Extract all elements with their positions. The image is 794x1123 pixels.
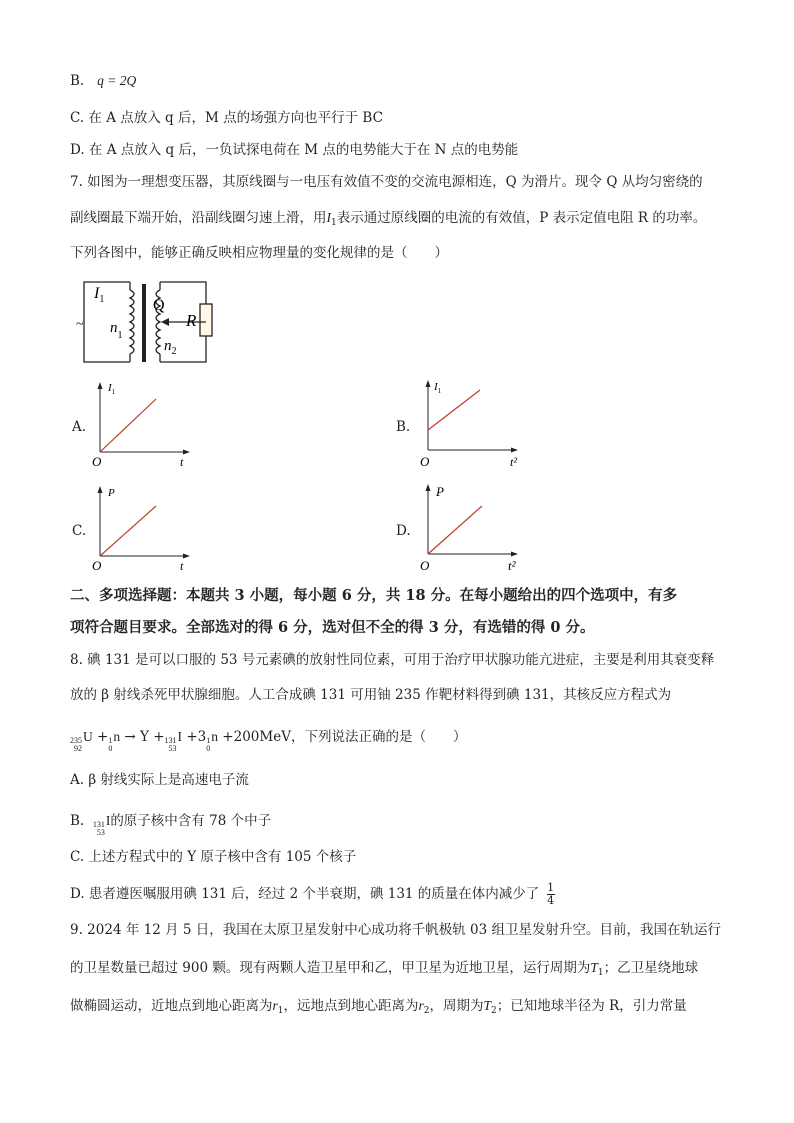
circuit-label-I1: $I_1$ [94,285,105,305]
nuclide-iodine-b: 131 53 I [92,813,111,837]
nuclide-neutron-product: 1 0 n [206,729,218,753]
option-8a: A. β 射线实际上是高速电子流 [70,772,249,788]
graph-d-origin: O [420,558,430,573]
section2-heading-line2: 项符合题目要求。全部选对的得 6 分，选对但不全的得 3 分，有选错的得 0 分。 [70,619,595,636]
graph-a-xlabel: t [180,455,184,469]
graph-b-origin: O [420,454,430,469]
graph-d-ylabel: P [436,484,444,499]
graph-d-line [428,506,482,554]
option-6d: D. 在 A 点放入 q 后，一负试探电荷在 M 点的电势能大于在 N 点的电势能 [70,142,519,158]
transformer-circuit-diagram [70,270,230,370]
q9-line1: 9. 2024 年 12 月 5 日，我国在太原卫星发射中心成功将千帆极轨 03 组卫星发射升空。目前，我国在轨运行 [70,922,722,938]
graph-c-xlabel: t [180,559,184,573]
graph-a [90,380,200,470]
graph-option-c-label: C. [72,523,87,539]
ac-source-symbol: ~ [76,317,84,332]
graph-d-xlabel: t² [508,558,516,573]
circuit-label-n2: $n_2$ [164,338,177,357]
q9-line2: 的卫星数量已超过 900 颗。现有两颗人造卫星甲和乙，甲卫星为近地卫星，运行周期为$T_1$；乙卫星绕地球 [70,960,699,978]
resistor-symbol [200,304,212,336]
graph-b-xlabel: t² [510,455,517,469]
option-8b: B. 131 53 I的原子核中含有 78 个中子 [70,813,272,837]
q9-line3: 做椭圆运动，近地点到地心距离为$r_1$，远地点到地心距离为$r_2$，周期为$T_2$；已知地球半径为 R，引力常量 [70,998,687,1016]
graph-a-line [100,399,156,452]
graph-a-ylabel: $I_1$ [108,382,116,396]
graph-option-d-label: D. [396,523,411,539]
option-6b: B. q = 2Q [70,73,137,89]
q8-line1: 8. 碘 131 是可以口服的 53 号元素碘的放射性同位素，可用于治疗甲状腺功能亢进症，主要是利用其衰变释 [70,652,715,668]
graph-b [418,378,528,470]
nuclide-iodine: 131 53 I [164,729,183,753]
option-8c: C. 上述方程式中的 Y 原子核中含有 105 个核子 [70,849,357,865]
graph-c [90,484,200,574]
nuclide-uranium: 235 92 U [70,729,93,753]
graph-option-a-label: A. [72,419,87,435]
section2-heading-line1: 二、多项选择题：本题共 3 小题，每小题 6 分，共 18 分。在每小题给出的四个选项中，有多 [70,587,678,604]
graph-c-ylabel: P [108,487,115,499]
circuit-label-R: R [186,311,197,330]
graph-b-ylabel: $I_1$ [434,381,442,395]
circuit-label-n1: $n_1$ [110,320,123,341]
q7-line1: 7. 如图为一理想变压器，其原线圈与一电压有效值不变的交流电源相连，Q 为滑片。现令 Q 从均匀密绕的 [70,174,703,190]
q8-equation-line: 235 92 U + 1 0 n → Y + 131 53 I +3 1 0 n +200MeV，下列说法正确的是（ ） [70,729,467,753]
graph-d [418,482,528,574]
option-8d: D. 患者遵医嘱服用碘 131 后，经过 2 个半衰期，碘 131 的质量在体内减少了 $\frac{1}{4}$ [70,881,555,907]
graph-c-origin: O [92,558,102,573]
option-6c: C. 在 A 点放入 q 后，M 点的场强方向也平行于 BC [70,110,383,126]
graph-c-line [100,506,156,556]
q7-line3: 下列各图中，能够正确反映相应物理量的变化规律的是（ ） [70,245,448,261]
option-6b-formula: q = 2Q [97,73,137,88]
q8-line2: 放的 β 射线杀死甲状腺细胞。人工合成碘 131 可用铀 235 作靶材料得到碘 131，其核反应方程式为 [70,687,672,703]
q7-line2: 副线圈最下端开始，沿副线圈匀速上滑，用$I_1$表示通过原线圈的电流的有效值，P 表示定值电阻 R 的功率。 [70,210,707,228]
graph-b-line [428,390,480,430]
fraction-one-quarter: $\frac{1}{4}$ [547,881,555,907]
nuclide-neutron: 1 0 n [108,729,121,753]
graph-option-b-label: B. [396,419,411,435]
graph-a-origin: O [92,454,102,469]
circuit-label-Q: Q [153,297,165,314]
